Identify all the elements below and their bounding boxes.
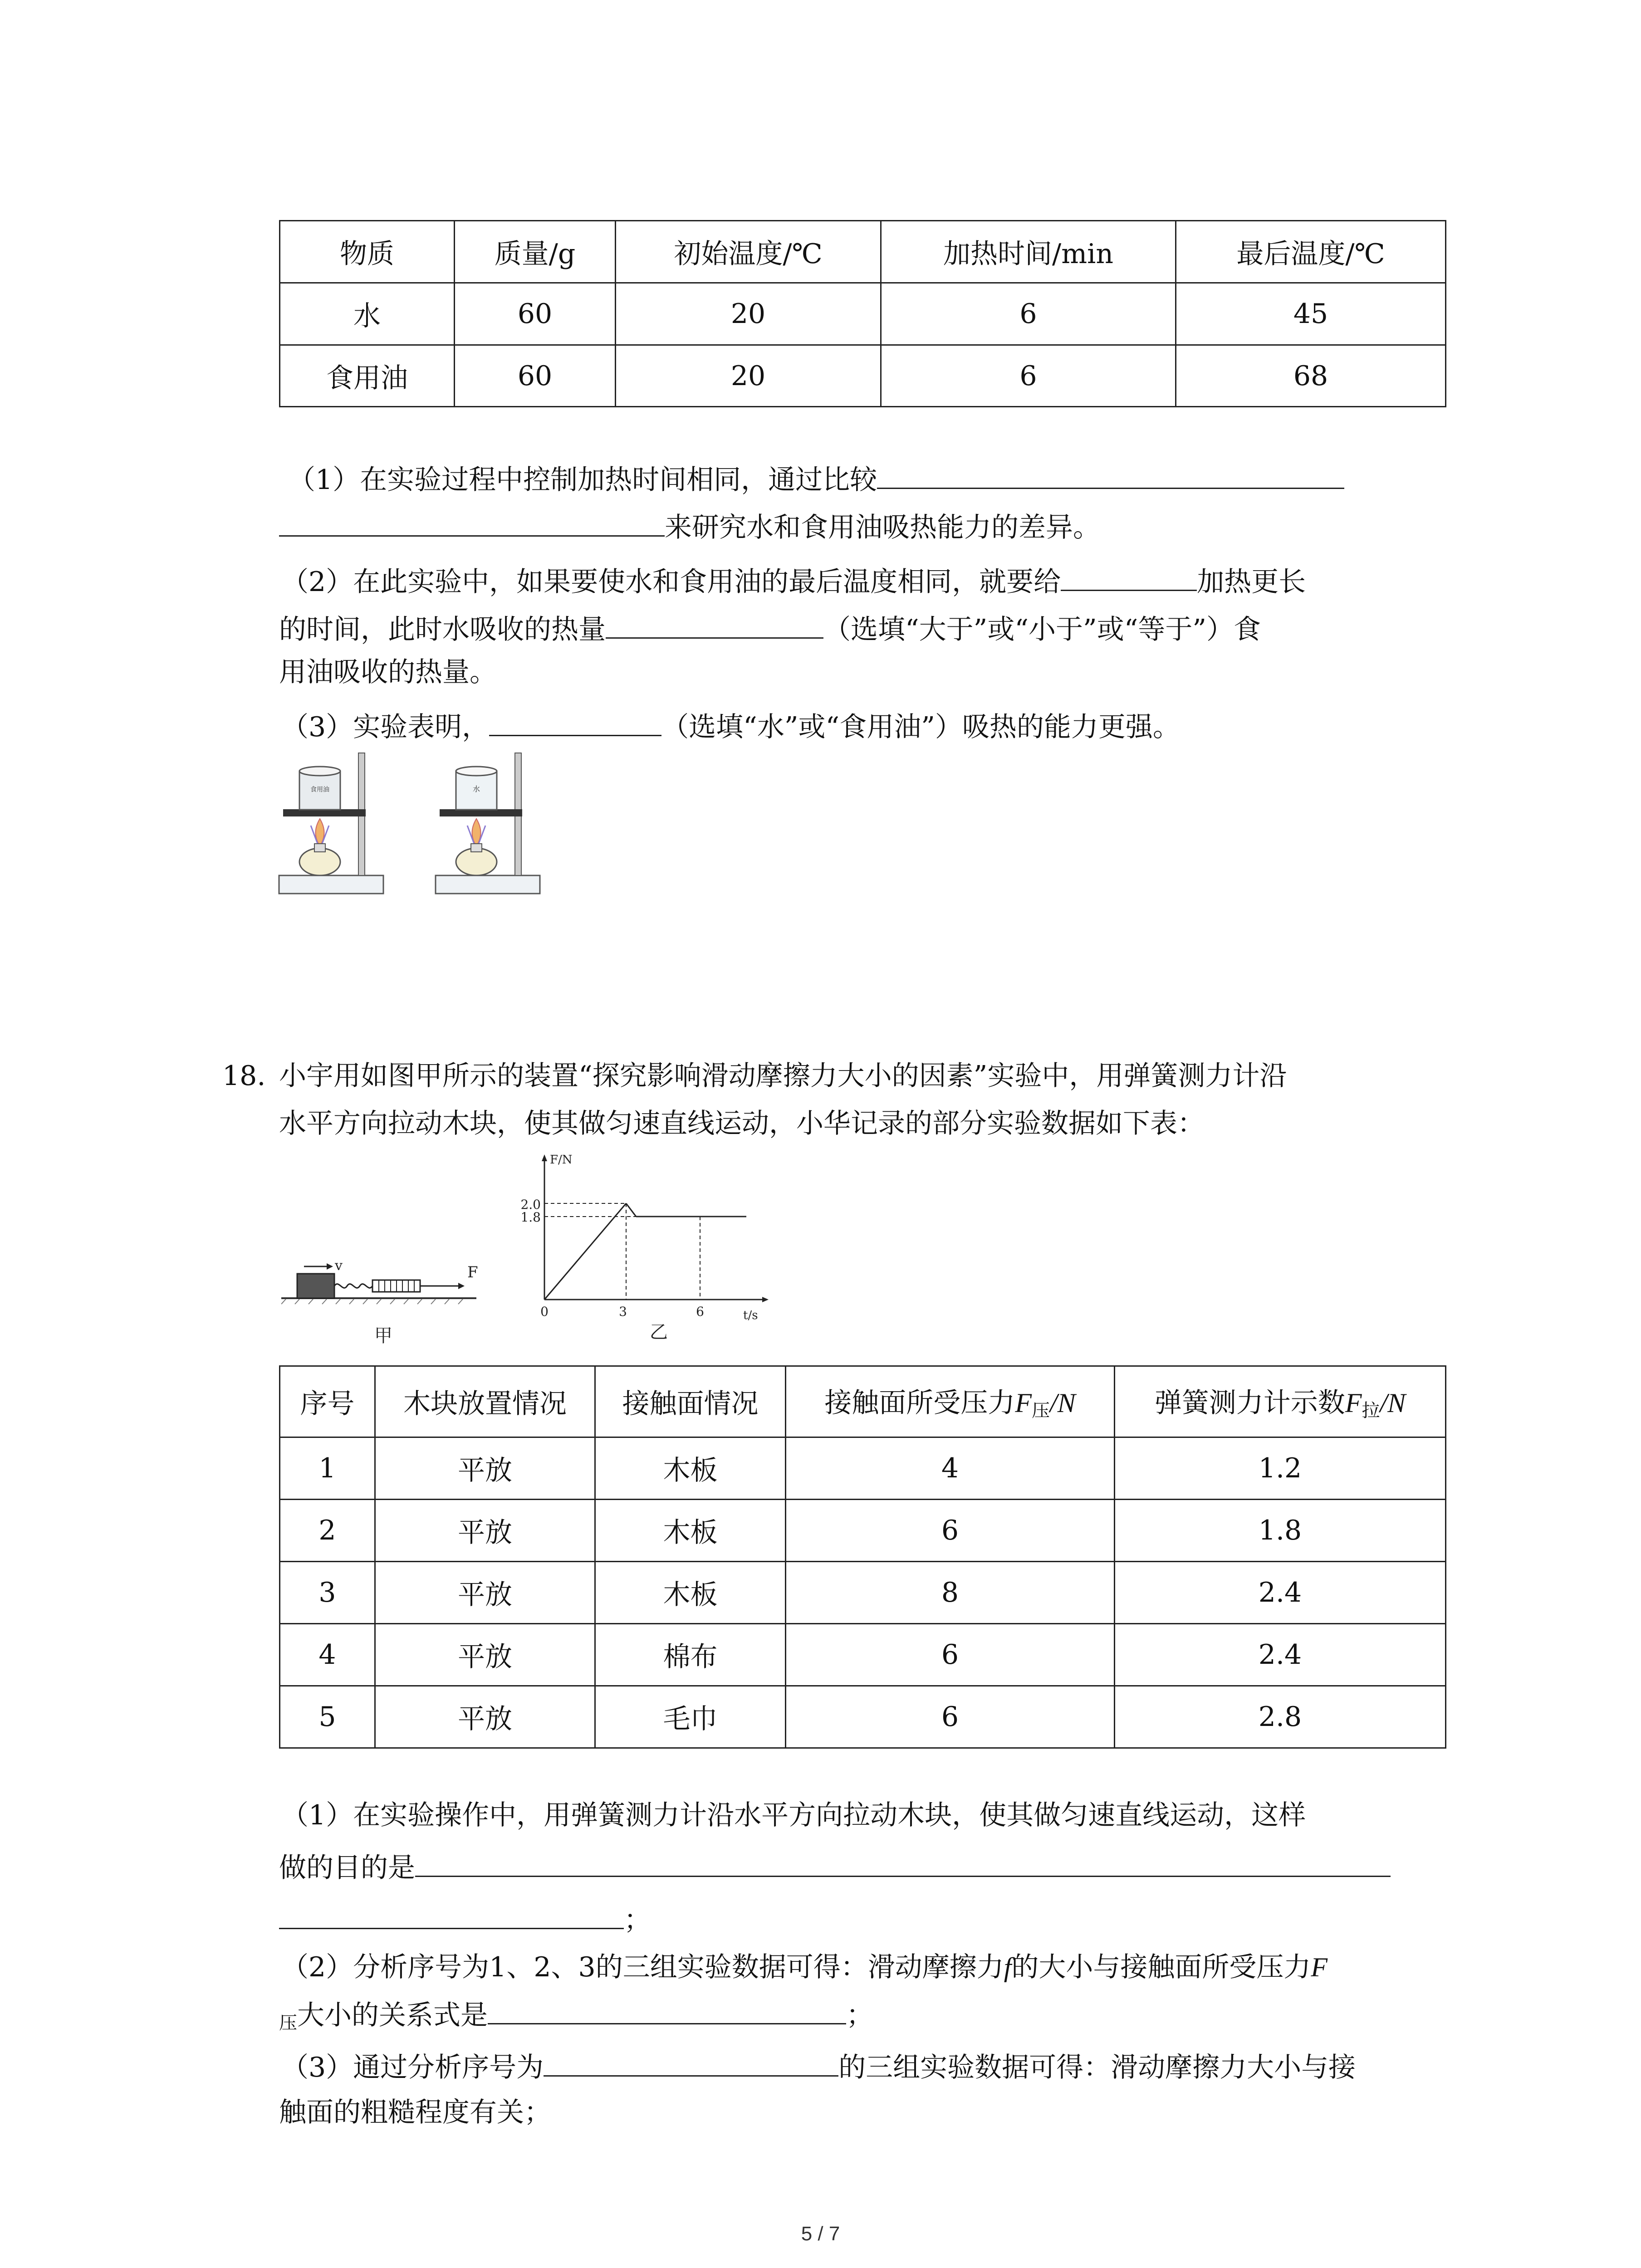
q18-part1-text: ；: [624, 1904, 651, 1936]
answer-blank[interactable]: [606, 610, 823, 639]
answer-blank[interactable]: [489, 708, 661, 736]
beaker-label: 水: [472, 785, 480, 793]
y-tick-label: 2.0: [520, 1197, 541, 1212]
subscript: 压: [279, 2013, 297, 2033]
rising-line: [544, 1203, 626, 1300]
table-cell: 水: [280, 283, 455, 345]
table-header-cell: 加热时间/min: [881, 221, 1176, 283]
answer-blank[interactable]: [544, 2048, 838, 2077]
answer-blank[interactable]: [279, 1901, 624, 1929]
force-symbol: F: [1345, 1388, 1362, 1418]
table-cell: 20: [616, 283, 881, 345]
q17-part2-text: 的时间，此时水吸收的热量: [279, 614, 606, 645]
q17-part2-line1: [281, 562, 1306, 599]
q17-part2-text: 加热更长: [1197, 566, 1306, 598]
question-number: 18.: [222, 1060, 266, 1092]
table-cell: 6: [881, 345, 1176, 407]
friction-symbol: f: [1004, 1952, 1012, 1982]
table-cell: 木板: [595, 1437, 786, 1500]
q18-part2-text: （2）分析序号为1、2、3的三组实验数据可得：滑动摩擦力: [281, 1951, 1004, 1983]
table-cell: 6: [786, 1500, 1115, 1562]
q17-part2-text: （选填“大于”或“小于”或“等于”）食: [823, 614, 1261, 645]
q18-part2-text: 大小的关系式是: [297, 1999, 488, 2031]
q18-part2-text: 的大小与接触面所受压力: [1011, 1951, 1311, 1983]
q18-part2-line1: [281, 1950, 1327, 1984]
x-tick-label: 6: [696, 1304, 704, 1319]
unit: /N: [1049, 1388, 1076, 1418]
velocity-label: v: [335, 1258, 343, 1274]
table-header-cell: 接触面情况: [595, 1366, 786, 1437]
x-tick-label: 0: [540, 1304, 549, 1319]
table-cell: 毛巾: [595, 1686, 786, 1748]
ground-hatch: [281, 1299, 463, 1304]
figure-caption: 乙: [650, 1322, 668, 1340]
table-header-cell: 质量/g: [455, 221, 616, 283]
table-cell: 木板: [595, 1500, 786, 1562]
table-cell: 木板: [595, 1562, 786, 1624]
table-cell: 5: [280, 1686, 375, 1748]
page-number: 5 / 7: [801, 2223, 840, 2245]
table-row: [280, 1624, 1446, 1686]
q18-part3-line1: [281, 2048, 1356, 2085]
header-text: 弹簧测力计示数: [1154, 1387, 1345, 1419]
q17-part3-text: （3）实验表明，: [281, 711, 490, 743]
table-header-cell: [1115, 1366, 1446, 1437]
q17-part3-line: [281, 708, 1180, 744]
table-cell: 2.4: [1115, 1624, 1446, 1686]
table-cell: 平放: [375, 1562, 595, 1624]
q17-part1-text: 来研究水和食用油吸热能力的差异。: [665, 512, 1100, 543]
table-cell: 棉布: [595, 1624, 786, 1686]
table-cell: 4: [786, 1437, 1115, 1500]
q17-part1-text: （1）在实验过程中控制加热时间相同，通过比较: [288, 464, 877, 496]
q17-part2-line3: [279, 655, 497, 689]
q18-intro-line2: [279, 1107, 1205, 1141]
table-cell: 6: [786, 1686, 1115, 1748]
wood-block: [297, 1274, 334, 1298]
q18-part1-line1: [281, 1799, 1306, 1833]
heating-apparatus-figure: [274, 746, 574, 900]
q18-number: [222, 1059, 265, 1093]
spring: [334, 1284, 372, 1288]
drop-line: [626, 1203, 636, 1217]
figure-yi-graph: [508, 1150, 789, 1340]
table-row: [280, 345, 1446, 407]
table-cell: 4: [280, 1624, 375, 1686]
table-row: [280, 1686, 1446, 1748]
q17-part2-text: 用油吸收的热量。: [279, 656, 497, 688]
q18-part1-line2: [279, 1848, 1391, 1885]
table-cell: 60: [455, 283, 616, 345]
table-cell: 平放: [375, 1624, 595, 1686]
y-axis-label: F/N: [550, 1153, 573, 1167]
table-header-cell: 物质: [280, 221, 455, 283]
table-cell: 1.8: [1115, 1500, 1446, 1562]
table-cell: 2: [280, 1500, 375, 1562]
table-cell: 3: [280, 1562, 375, 1624]
answer-blank[interactable]: [877, 460, 1344, 489]
table-row: [280, 283, 1446, 345]
answer-blank[interactable]: [488, 1996, 846, 2024]
q18-part3-text: 的三组实验数据可得：滑动摩擦力大小与接: [838, 2052, 1356, 2083]
answer-blank[interactable]: [279, 508, 665, 537]
heat-table: [279, 220, 1446, 407]
header-text: 接触面所受压力: [824, 1387, 1015, 1419]
q18-part3-line2: [279, 2096, 551, 2130]
answer-blank[interactable]: [415, 1848, 1391, 1877]
table-cell: 2.8: [1115, 1686, 1446, 1748]
figure-caption: 甲: [374, 1325, 392, 1346]
force-label: F: [467, 1263, 478, 1281]
q18-intro-text: 小宇用如图甲所示的装置“探究影响滑动摩擦力大小的因素”实验中，用弹簧测力计沿: [279, 1060, 1287, 1092]
q18-part3-text: （3）通过分析序号为: [281, 2052, 544, 2083]
table-header-cell: [786, 1366, 1115, 1437]
q18-part3-text: 触面的粗糙程度有关；: [279, 2097, 551, 2128]
table-cell: 45: [1176, 283, 1446, 345]
force-symbol: F: [1311, 1952, 1328, 1982]
table-header-cell: 初始温度/℃: [616, 221, 881, 283]
table-header-cell: 序号: [280, 1366, 375, 1437]
q17-part1-line2: [279, 508, 1100, 545]
q17-part2-line2: [279, 610, 1261, 647]
table-cell: 20: [616, 345, 881, 407]
answer-blank[interactable]: [1061, 562, 1197, 591]
q18-part2-line2: [279, 1996, 873, 2040]
table-header-cell: 最后温度/℃: [1176, 221, 1446, 283]
table-cell: 6: [881, 283, 1176, 345]
x-axis-label: t/s: [743, 1309, 758, 1322]
y-tick-label: 1.8: [520, 1210, 541, 1225]
q17-part3-text: （选填“水”或“食用油”）吸热的能力更强。: [661, 711, 1180, 743]
q18-part1-line3: [279, 1901, 651, 1937]
table-cell: 68: [1176, 345, 1446, 407]
subscript: 压: [1031, 1400, 1050, 1421]
q18-part2-text: ；: [846, 1999, 873, 2031]
unit: /N: [1380, 1388, 1406, 1418]
apparatus-left: [279, 753, 383, 894]
table-cell: 平放: [375, 1686, 595, 1748]
table-cell: 1: [280, 1437, 375, 1500]
friction-table: [279, 1365, 1446, 1749]
table-cell: 8: [786, 1562, 1115, 1624]
table-cell: 6: [786, 1624, 1115, 1686]
table-header-cell: 木块放置情况: [375, 1366, 595, 1437]
x-tick-label: 3: [619, 1304, 627, 1319]
force-symbol: F: [1015, 1388, 1032, 1418]
table-row: [280, 1500, 1446, 1562]
figure-jia: [281, 1238, 490, 1347]
table-cell: 平放: [375, 1500, 595, 1562]
q18-part1-text: （1）在实验操作中，用弹簧测力计沿水平方向拉动木块，使其做匀速直线运动，这样: [281, 1799, 1306, 1831]
beaker-label: 食用油: [310, 786, 329, 793]
table-row: [280, 1437, 1446, 1500]
apparatus-right: [436, 753, 540, 894]
q17-part2-text: （2）在此实验中，如果要使水和食用油的最后温度相同，就要给: [281, 566, 1061, 598]
table-row: [280, 1562, 1446, 1624]
q18-intro-line1: [279, 1059, 1287, 1093]
subscript: 拉: [1362, 1400, 1380, 1421]
table-cell: 1.2: [1115, 1437, 1446, 1500]
table-header-row: [280, 221, 1446, 283]
table-cell: 60: [455, 345, 616, 407]
table-cell: 2.4: [1115, 1562, 1446, 1624]
table-cell: 平放: [375, 1437, 595, 1500]
q18-part1-text: 做的目的是: [279, 1852, 415, 1884]
table-header-row: [280, 1366, 1446, 1437]
table-cell: 食用油: [280, 345, 455, 407]
q17-part1-line1: [288, 460, 1344, 497]
q18-intro-text: 水平方向拉动木块，使其做匀速直线运动，小华记录的部分实验数据如下表：: [279, 1108, 1205, 1139]
